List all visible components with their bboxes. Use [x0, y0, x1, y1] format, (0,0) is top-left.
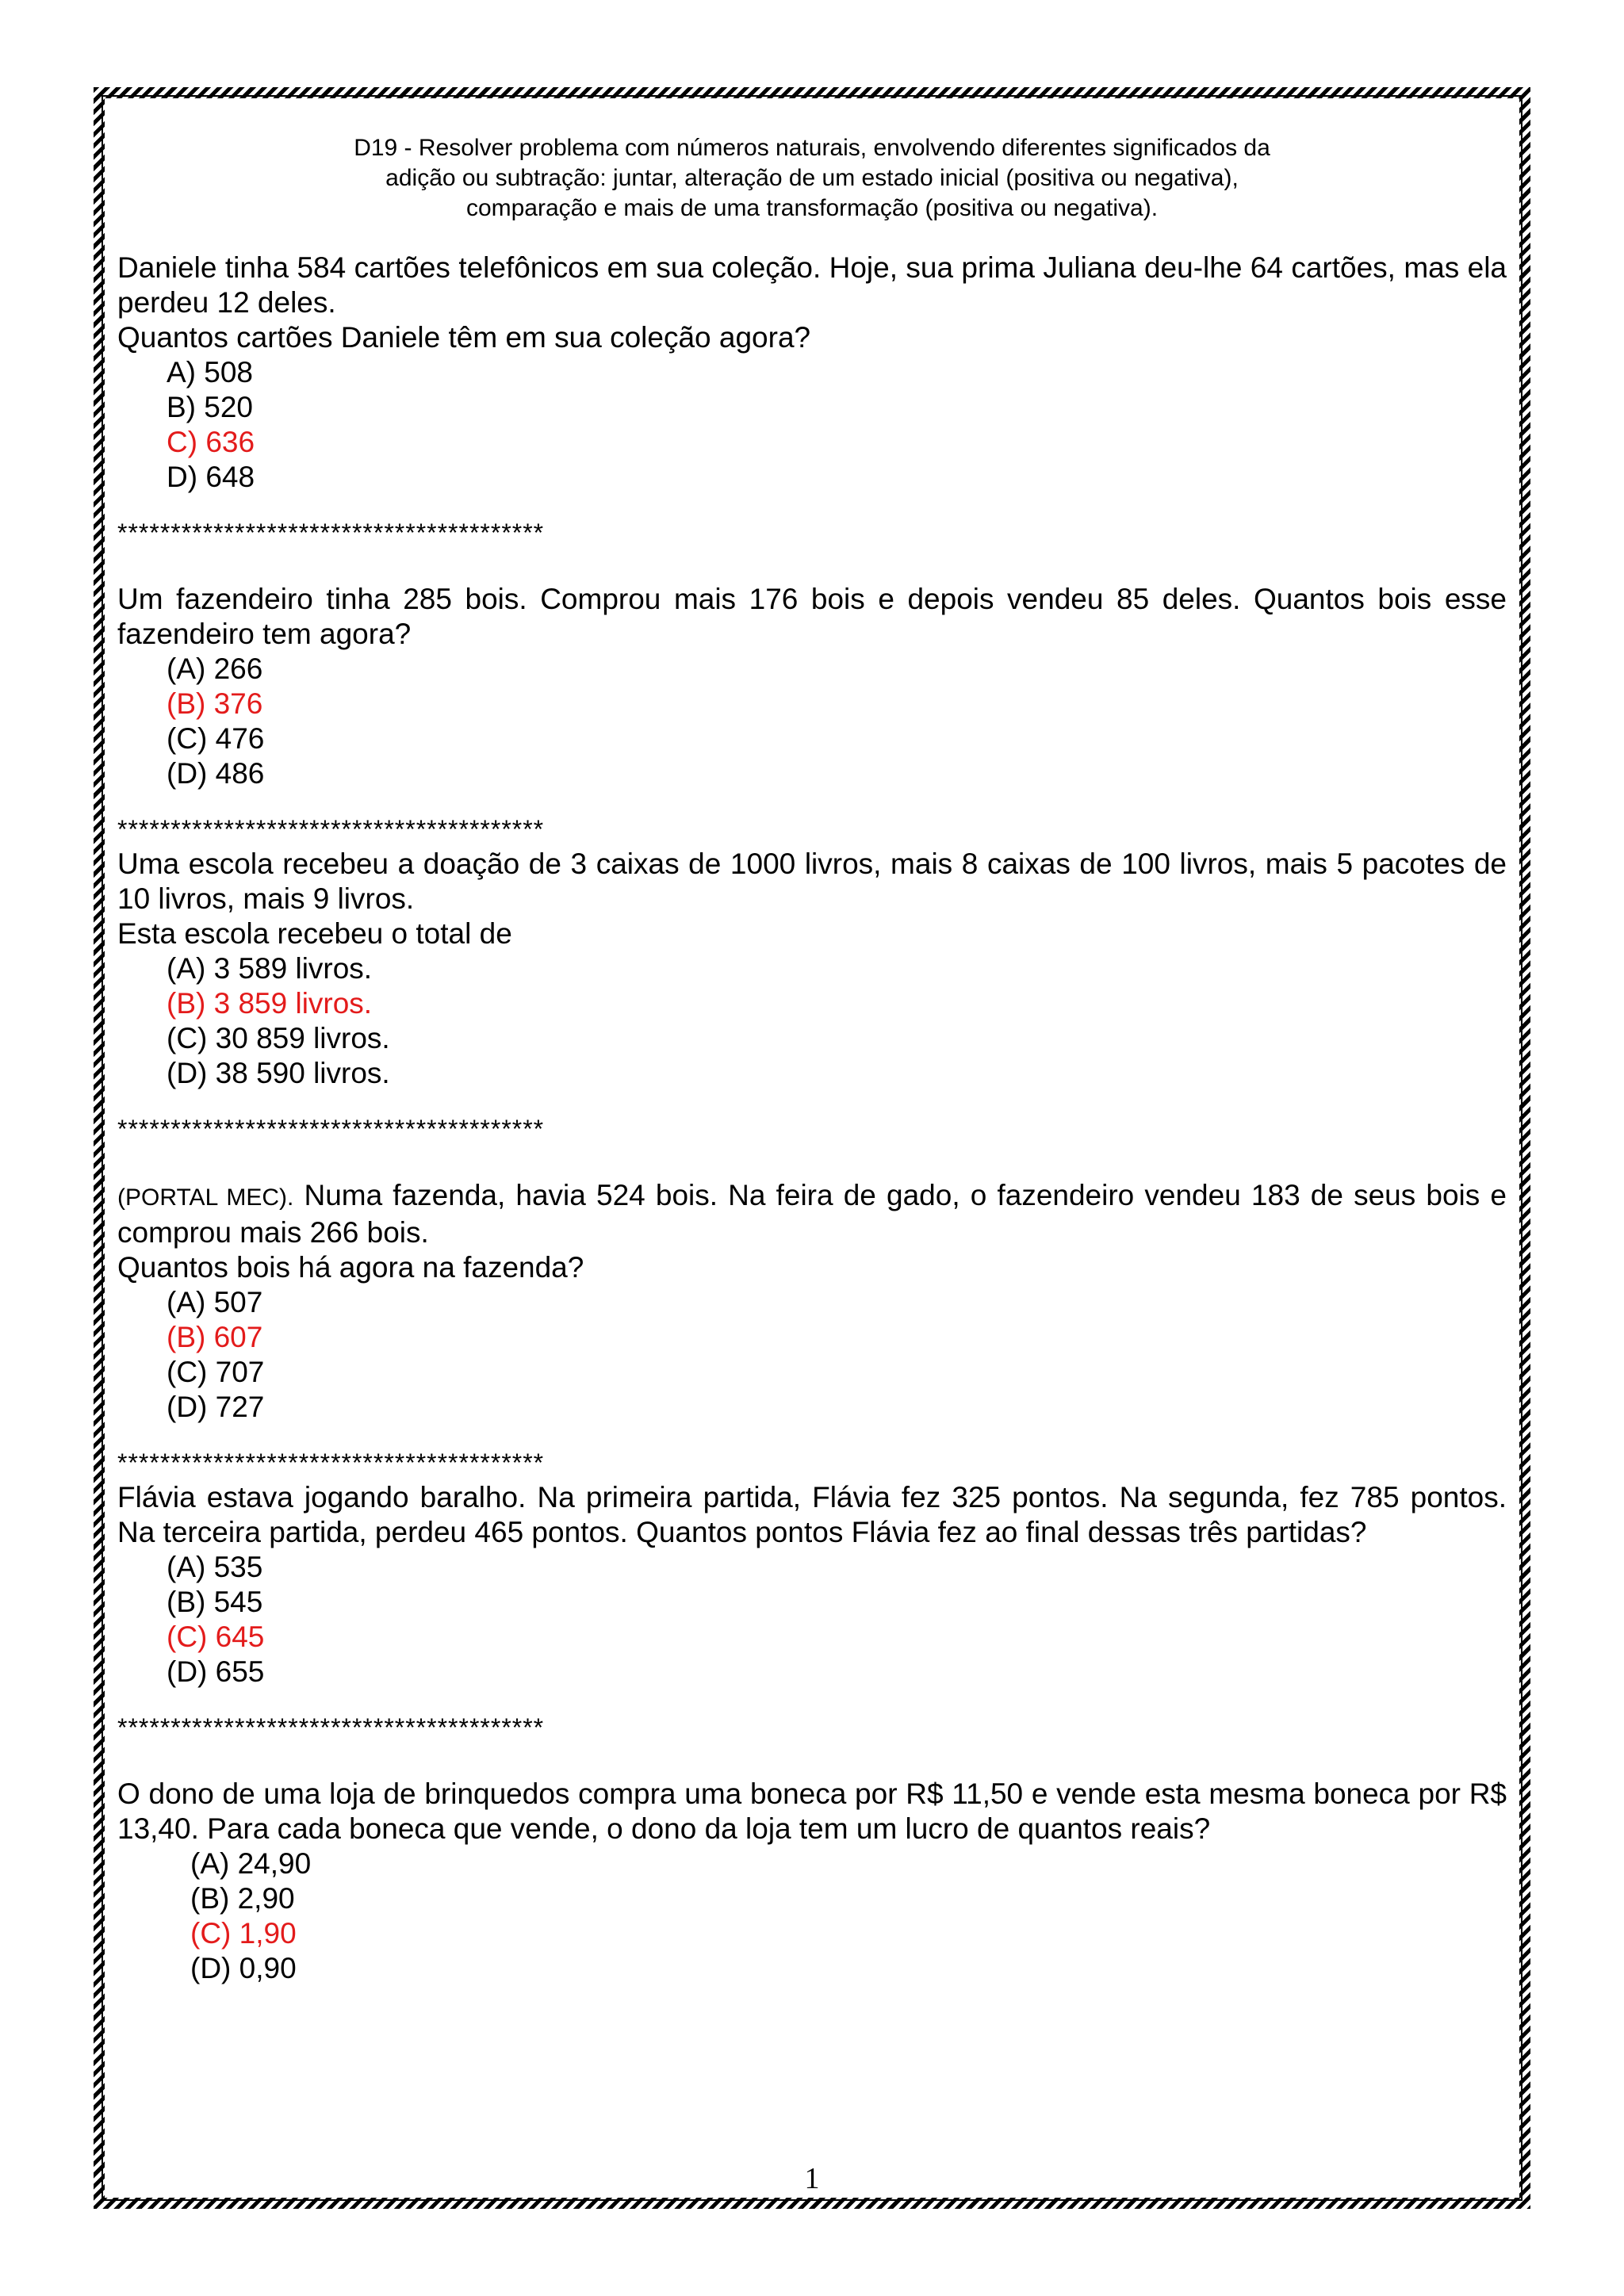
option-a: (A) 24,90 — [190, 1847, 312, 1880]
question-3-text: Uma escola recebeu a doação de 3 caixas de 1000 livros, mais 8 caixas de 100 livros, mais 5 pacotes de 10 livros, mais 9 livros. — [117, 848, 1507, 915]
option-c: (C) 707 — [167, 1356, 265, 1388]
option-a: (A) 507 — [167, 1286, 263, 1318]
option-b: (B) 2,90 — [190, 1882, 295, 1915]
option-a: (A) 266 — [167, 652, 263, 685]
question-4 — [117, 1178, 1507, 1425]
option-b-correct: (B) 3 859 livros. — [167, 987, 373, 1020]
question-3 — [117, 847, 1507, 1091]
question-6-text: O dono de uma loja de brinquedos compra uma boneca por R$ 11,50 e vende esta mesma boneca por R$ 13,40. Para cada boneca que vende, o dono da loja tem um lucro de quantos reais? — [117, 1777, 1507, 1845]
question-3-options — [117, 951, 1507, 1091]
option-b: (B) 545 — [167, 1586, 263, 1618]
option-a: (A) 535 — [167, 1551, 263, 1583]
page-number: 1 — [804, 2162, 820, 2195]
question-4-source: (PORTAL MEC). — [117, 1184, 294, 1211]
question-5-options — [117, 1550, 1507, 1689]
question-2-text: Um fazendeiro tinha 285 bois. Comprou mais 176 bois e depois vendeu 85 deles. Quantos bois esse fazendeiro tem agora? — [117, 583, 1507, 650]
option-d: (D) 727 — [167, 1391, 265, 1423]
question-6 — [117, 1777, 1507, 1986]
header-line-2: adição ou subtração: juntar, alteração de um estado inicial (positiva ou negativa), — [385, 165, 1239, 191]
option-b-correct: (B) 607 — [167, 1321, 263, 1353]
worksheet — [117, 133, 1507, 1986]
question-4-options — [117, 1285, 1507, 1425]
option-c-correct: (C) 1,90 — [190, 1917, 297, 1950]
question-1-text: Daniele tinha 584 cartões telefônicos em sua coleção. Hoje, sua prima Juliana deu-lhe 64 cartões, mas ela perdeu 12 deles. — [117, 251, 1507, 319]
option-d: (D) 486 — [167, 757, 265, 790]
separator: **************************************** — [117, 1713, 545, 1742]
option-d: D) 648 — [167, 461, 255, 493]
header-line-3: comparação e mais de uma transformação (positiva ou negativa). — [465, 195, 1159, 221]
question-6-options — [117, 1846, 1507, 1986]
option-a: (A) 3 589 livros. — [167, 952, 373, 985]
option-c-correct: C) 636 — [167, 426, 255, 458]
separator: **************************************** — [117, 1448, 545, 1477]
question-5-text: Flávia estava jogando baralho. Na primeira partida, Flávia fez 325 pontos. Na segunda, fez 785 pontos. Na terceira partida, perdeu 465 pontos. Quantos pontos Flávia fez ao final dessas três partidas? — [117, 1481, 1507, 1548]
option-d: (D) 38 590 livros. — [167, 1057, 390, 1089]
question-2-options — [117, 652, 1507, 791]
separator: **************************************** — [117, 1115, 545, 1143]
question-1-options — [117, 355, 1507, 495]
option-b-correct: (B) 376 — [167, 687, 263, 720]
question-2 — [117, 582, 1507, 791]
question-1-prompt: Quantos cartões Daniele têm em sua coleção agora? — [117, 321, 811, 354]
skill-header — [117, 133, 1507, 224]
separator: **************************************** — [117, 815, 545, 844]
option-d: (D) 0,90 — [190, 1952, 297, 1984]
option-c: (C) 30 859 livros. — [167, 1022, 390, 1054]
question-4-body: Numa fazenda, havia 524 bois. Na feira de gado, o fazendeiro vendeu 183 de seus bois e comprou mais 266 bois. — [117, 1179, 1507, 1249]
option-a: A) 508 — [167, 356, 254, 388]
question-3-prompt: Esta escola recebeu o total de — [117, 917, 512, 950]
option-c: (C) 476 — [167, 722, 265, 755]
option-d: (D) 655 — [167, 1655, 265, 1688]
option-c-correct: (C) 645 — [167, 1621, 265, 1653]
question-1 — [117, 251, 1507, 495]
option-b: B) 520 — [167, 391, 254, 423]
header-line-1: D19 - Resolver problema com números naturais, envolvendo diferentes significados da — [354, 135, 1270, 161]
question-5 — [117, 1480, 1507, 1689]
question-4-text — [117, 1178, 1507, 1250]
separator: **************************************** — [117, 519, 545, 547]
question-4-prompt: Quantos bois há agora na fazenda? — [117, 1251, 584, 1284]
